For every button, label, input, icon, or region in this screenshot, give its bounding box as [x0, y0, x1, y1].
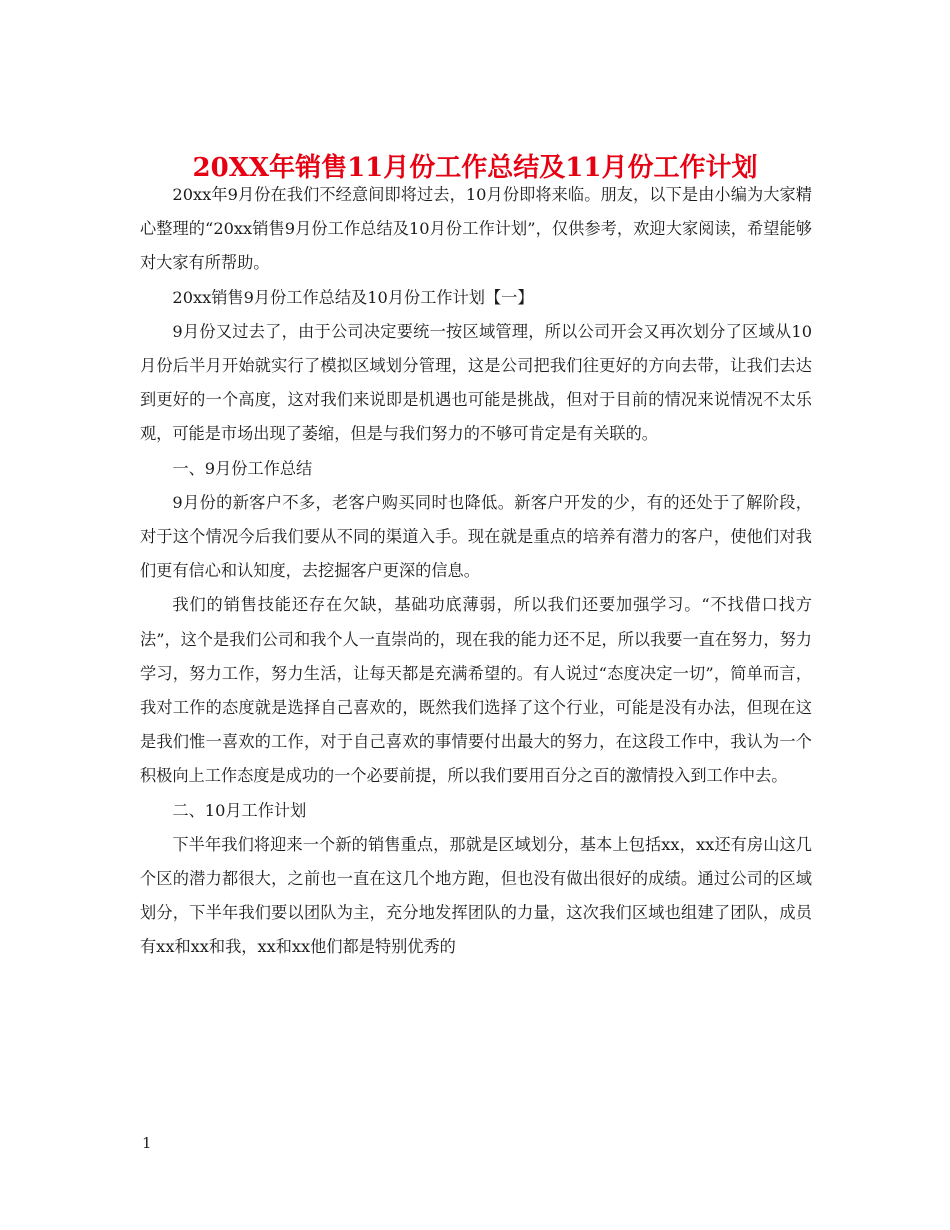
page-number: 1: [142, 1134, 152, 1152]
document-body: [140, 178, 812, 965]
section-heading-october-plan: 二、10月工作计划: [172, 800, 307, 820]
paragraph-intro: 20xx年9月份在我们不经意间即将过去，10月份即将来临。朋友，以下是由小编为大家精心整理的“20xx销售9月份工作总结及10月份工作计划”，仅供参考，欢迎大家阅读，希望能够对大家有所帮助。: [140, 185, 812, 273]
paragraph-sales-skills: 我们的销售技能还存在欠缺，基础功底薄弱，所以我们还要加强学习。“不找借口找方法”，这个是我们公司和我个人一直崇尚的，现在我的能力还不足，所以我要一直在努力，努力学习，努力工作，努力生活，让每天都是充满希望的。有人说过“态度决定一切”，简单而言，我对工作的态度就是选择自己喜欢的，既然我们选择了这个行业，可能是没有办法，但现在这是我们惟一喜欢的工作，对于自己喜欢的事情要付出最大的努力，在这段工作中，我认为一个积极向上工作态度是成功的一个必要前提，所以我们要用百分之百的激情投入到工作中去。: [140, 595, 812, 786]
section-heading-part-one: 20xx销售9月份工作总结及10月份工作计划【一】: [172, 287, 534, 307]
document-title: 20XX年销售11月份工作总结及11月份工作计划: [192, 153, 758, 184]
paragraph-new-customers: 9月份的新客户不多，老客户购买同时也降低。新客户开发的少，有的还处于了解阶段，对于这个情况今后我们要从不同的渠道入手。现在就是重点的培养有潜力的客户，使他们对我们更有信心和认知度，去挖掘客户更深的信息。: [140, 492, 812, 581]
paragraph-overview: 9月份又过去了，由于公司决定要统一按区域管理，所以公司开会又再次划分了区域从10月份后半月开始就实行了模拟区域划分管理，这是公司把我们往更好的方向去带，让我们去达到更好的一个高度，这对我们来说即是机遇也可能是挑战，但对于目前的情况来说情况不太乐观，可能是市场出现了萎缩，但是与我们努力的不够可肯定是有关联的。: [140, 321, 812, 444]
paragraph-region-plan: 下半年我们将迎来一个新的销售重点，那就是区域划分，基本上包括xx，xx还有房山这几个区的潜力都很大，之前也一直在这几个地方跑，但也没有做出很好的成绩。通过公司的区域划分，下半年我们要以团队为主，充分地发挥团队的力量，这次我们区域也组建了团队，成员有xx和xx和我，xx和xx他们都是特别优秀的: [140, 834, 812, 957]
section-heading-september-summary: 一、9月份工作总结: [172, 458, 313, 478]
